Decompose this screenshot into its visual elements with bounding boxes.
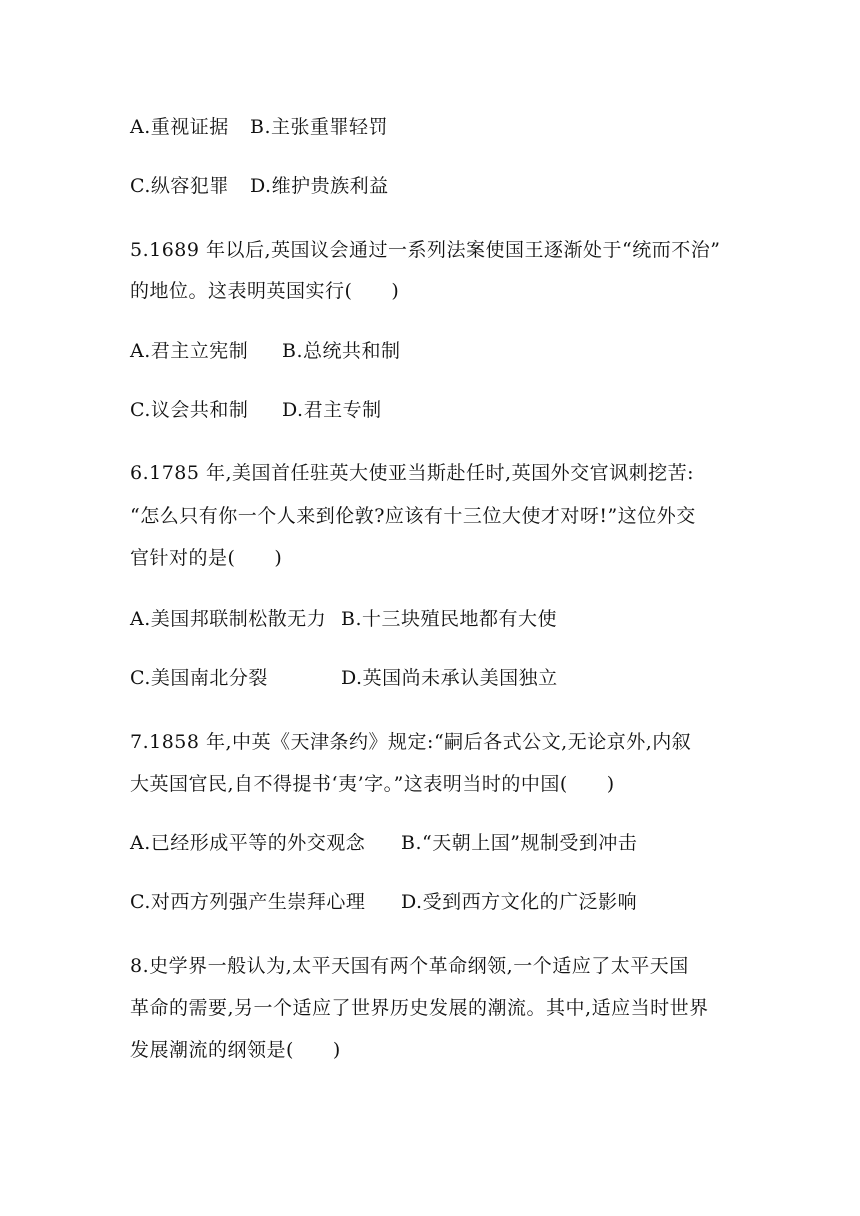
q7-option-d: D.受到西方文化的广泛影响 xyxy=(401,891,638,913)
q4-option-b: B.主张重罪轻罚 xyxy=(250,116,389,138)
q4-option-d: D.维护贵族利益 xyxy=(250,175,389,197)
q6-option-a: A.美国邦联制松散无力 xyxy=(130,608,327,630)
q5-option-a: A.君主立宪制 xyxy=(130,340,249,362)
q5-option-c: C.议会共和制 xyxy=(130,399,249,421)
q7-option-c: C.对西方列强产生崇拜心理 xyxy=(130,891,366,913)
q6-stem-line1: 6.1785 年,美国首任驻英大使亚当斯赴任时,英国外交官讽刺挖苦: xyxy=(130,462,695,484)
q6-option-c: C.美国南北分裂 xyxy=(130,667,268,689)
q7-stem-line1: 7.1858 年,中英《天津条约》规定:“嗣后各式公文,无论京外,内叙 xyxy=(130,731,692,753)
q5-option-b: B.总统共和制 xyxy=(282,340,401,362)
q7-option-a: A.已经形成平等的外交观念 xyxy=(130,832,366,854)
q8-stem-line1: 8.史学界一般认为,太平天国有两个革命纲领,一个适应了太平天国 xyxy=(130,955,689,977)
q5-option-d: D.君主专制 xyxy=(282,399,382,421)
q7-option-b: B.“天朝上国”规制受到冲击 xyxy=(401,832,638,854)
q5-stem-line1: 5.1689 年以后,英国议会通过一系列法案使国王逐渐处于“统而不治” xyxy=(130,239,721,261)
q6-option-b: B.十三块殖民地都有大使 xyxy=(341,608,558,630)
q7-stem-line2: 大英国官民,自不得提书‘夷’字。”这表明当时的中国( ) xyxy=(130,773,615,795)
q6-stem-line2: “怎么只有你一个人来到伦敦?应该有十三位大使才对呀!”这位外交 xyxy=(130,505,696,527)
q4-option-a: A.重视证据 xyxy=(130,116,229,138)
q4-option-c: C.纵容犯罪 xyxy=(130,175,229,197)
q6-option-d: D.英国尚未承认美国独立 xyxy=(341,667,558,689)
q5-stem-line2: 的地位。这表明英国实行( ) xyxy=(130,280,400,302)
q6-stem-line3: 官针对的是( ) xyxy=(130,547,283,569)
q8-stem-line3: 发展潮流的纲领是( ) xyxy=(130,1039,341,1061)
q8-stem-line2: 革命的需要,另一个适应了世界历史发展的潮流。其中,适应当时世界 xyxy=(130,997,709,1019)
